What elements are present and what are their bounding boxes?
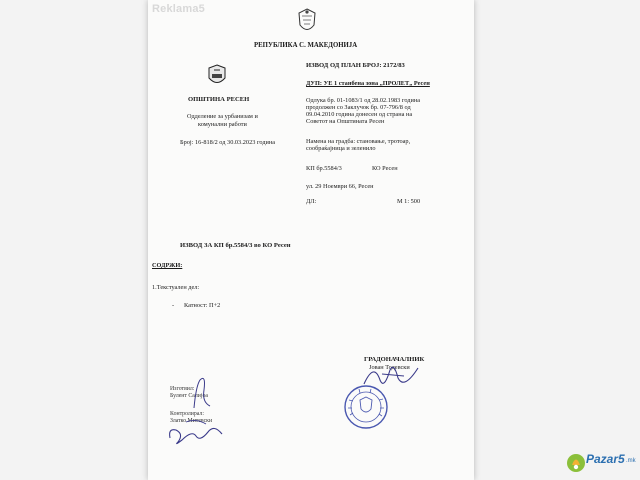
street-address: ул. 29 Ноември 66, Ресен — [306, 183, 374, 190]
pazar5-suffix: .mk — [626, 458, 636, 464]
contents-heading: СОДРЖИ: — [152, 262, 183, 269]
municipality-emblem-icon — [206, 64, 228, 88]
textual-part-label: 1.Текстуален дел: — [152, 284, 200, 291]
watermark: Reklama5 — [152, 3, 205, 15]
decision-line2: продолжен со Заклучок бр. 07-796/8 од — [306, 104, 411, 111]
mayor-title: ГРАДОНАЧАЛНИК — [364, 356, 425, 363]
decision-line4: Советот на Општината Ресен — [306, 118, 385, 125]
preparer-signature-icon — [186, 376, 214, 410]
floors-value: Катност: П+2 — [184, 302, 221, 309]
decision-line1: Одлука бр. 01-1083/1 од 28.02.1983 година — [306, 97, 421, 104]
scale-label: М 1: 500 — [397, 198, 421, 205]
extract-plan-number: ИЗВОД ОД ПЛАН БРОЈ: 2172/83 — [306, 62, 405, 69]
cadastral-municipality: КО Ресен — [372, 165, 398, 172]
purpose-line1: Намена на градба: становање, тротоар, — [306, 138, 411, 145]
document-number: Број: 16-818/2 од 30.03.2023 година — [180, 139, 276, 146]
pazar5-brand[interactable]: Pazar5 — [586, 452, 625, 466]
coat-of-arms-icon — [295, 8, 319, 36]
department-line2: комунални работи — [198, 121, 247, 128]
department-line1: Одделение за урбанизам и — [187, 113, 258, 120]
decision-line3: 09.04.2010 година донесен од страна на — [306, 111, 413, 118]
dup-line: ДУП: УЕ 1 станбена зона „ПРОЛЕТ„ Ресен — [306, 80, 430, 87]
controlled-by-label: Контролирал: — [170, 411, 204, 417]
republic-heading: РЕПУБЛИКА С. МАКЕДОНИЈА — [254, 42, 358, 49]
prepared-by-label: Изготвил: — [170, 386, 195, 392]
controller-signature-icon — [166, 416, 226, 448]
extract-title: ИЗВОД ЗА КП бр.5584/3 во КО Ресен — [180, 242, 291, 249]
bullet-dash: - — [172, 302, 175, 309]
controlled-by-name: Златко Митевски — [170, 418, 213, 424]
municipality-name: ОПШТИНА РЕСЕН — [188, 96, 250, 103]
dl-label: ДЛ: — [306, 198, 317, 205]
purpose-line2: сообраќајница и зеленило — [306, 145, 376, 152]
mayor-name: Јован Тодевски — [369, 364, 410, 371]
prepared-by-name: Булент Салијоа — [170, 393, 208, 399]
official-stamp-icon — [343, 384, 389, 430]
parcel-number: КП бр.5584/3 — [306, 165, 342, 172]
